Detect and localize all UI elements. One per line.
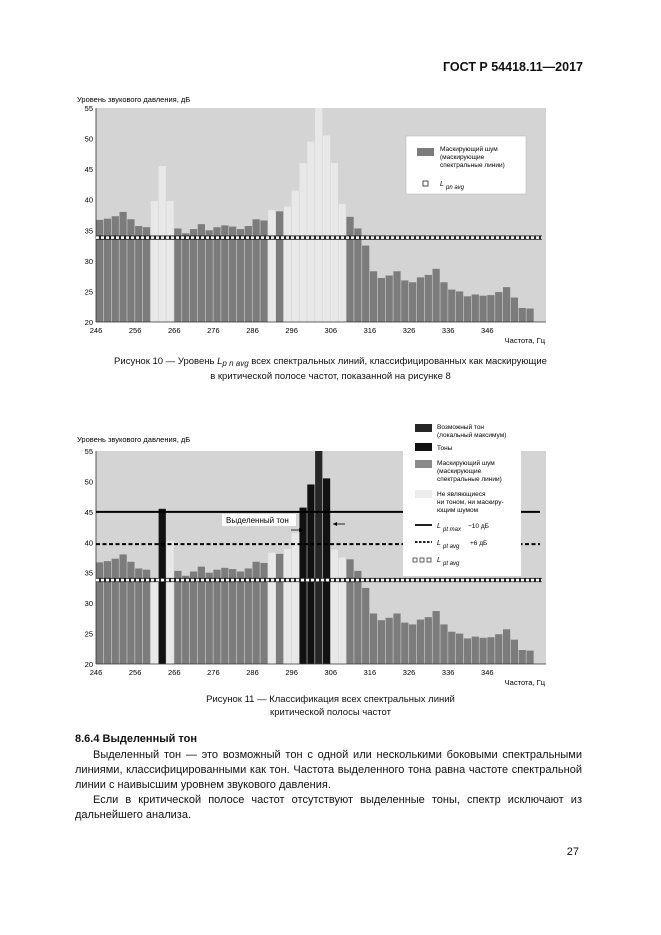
y-tick-label: 35 <box>84 226 93 236</box>
caption-text: Рисунок 11 — Классификация всех спектральных линий <box>206 694 455 705</box>
bar-284hz <box>245 568 252 664</box>
legend-label-max-sub: pt max <box>443 527 462 533</box>
y-tick-label: 25 <box>84 287 93 297</box>
y-tick-label: 35 <box>84 568 93 578</box>
bar-342hz <box>472 637 479 664</box>
bar-340hz <box>464 638 471 664</box>
bar-328hz <box>417 620 424 664</box>
legend-label-masking: Маскирующий шум <box>440 146 498 153</box>
bar-330hz <box>425 617 432 664</box>
legend-label-avg: L <box>440 181 444 188</box>
legend-label-max: L <box>437 523 441 530</box>
bar-352hz <box>511 640 518 664</box>
legend-swatch-neither <box>415 490 432 498</box>
y-tick-label: 55 <box>84 104 93 113</box>
bar-320hz <box>386 618 393 664</box>
legend <box>403 416 521 576</box>
bar-354hz <box>519 650 526 664</box>
bar-312hz <box>354 571 361 664</box>
bar-332hz <box>433 611 440 664</box>
y-tick-label: 30 <box>84 256 93 266</box>
x-axis-label: Частота, Гц <box>504 678 545 687</box>
caption-text: в критической полосе частот, показанной на рисунке 8 <box>210 371 451 382</box>
legend-label-neither: Не являющиеся <box>437 491 486 498</box>
legend-label-possible-tone: (локальный максимум) <box>437 432 507 439</box>
y-tick-label: 55 <box>84 447 93 456</box>
caption-subscript: p n avg <box>222 359 249 368</box>
legend-label-avg-sub: pn avg <box>446 185 465 191</box>
legend-label-neither: ющим шумом <box>437 507 479 514</box>
legend-label-avg: L <box>437 557 441 564</box>
y-tick-label: 40 <box>84 195 93 205</box>
x-tick-label: 286 <box>246 668 259 677</box>
caption-symbol: L <box>217 356 223 367</box>
x-tick-label: 346 <box>481 668 494 677</box>
bar-262hz <box>159 509 166 664</box>
bar-304hz <box>323 478 330 664</box>
section-title: 8.6.4 Выделенный тон <box>75 733 198 745</box>
x-tick-label: 256 <box>128 326 142 335</box>
bar-306hz <box>331 550 338 664</box>
bar-336hz <box>448 632 455 664</box>
caption-text: критической полосы частот <box>270 707 391 718</box>
x-tick-label: 276 <box>207 326 220 335</box>
x-tick-label: 286 <box>246 326 259 335</box>
bar-270hz <box>190 572 197 665</box>
bar-256hz <box>135 568 142 664</box>
x-tick-label: 246 <box>89 326 103 335</box>
legend-label-masking: спектральные линии) <box>437 476 502 483</box>
legend-label-masking: (маскирующие <box>440 154 485 161</box>
bar-276hz <box>213 570 220 664</box>
bar-348hz <box>495 634 502 664</box>
legend-label-avg6-sub: pt avg <box>443 544 460 550</box>
y-tick-label: 25 <box>84 629 93 639</box>
bar-290hz <box>268 553 275 664</box>
bar-248hz <box>104 561 111 664</box>
page-number: 27 <box>566 846 579 858</box>
bar-252hz <box>119 554 126 664</box>
y-tick-labels <box>85 447 93 669</box>
legend-label-tones: Тоны <box>437 445 453 452</box>
bar-308hz <box>339 558 346 665</box>
paragraph: Если в критической полосе частот отсутствуют выделенные тоны, спектр исключают из дальнейшего анализа. <box>75 794 582 821</box>
legend-swatch-avg-line <box>413 558 431 562</box>
bar-326hz <box>409 624 416 664</box>
x-tick-label: 326 <box>402 326 416 335</box>
legend-label-masking: Маскирующий шум <box>437 460 495 467</box>
bar-260hz <box>151 579 158 664</box>
x-tick-label: 296 <box>285 326 298 335</box>
caption-text: Рисунок 10 — Уровень <box>114 356 218 367</box>
bar-310hz <box>346 559 353 664</box>
bar-266hz <box>174 571 181 664</box>
x-tick-label: 266 <box>168 668 181 677</box>
legend-label-possible-tone: Возможный тон <box>437 424 485 431</box>
bar-296hz <box>292 533 299 664</box>
figure-11-caption <box>0 693 661 719</box>
bar-246hz <box>96 562 103 664</box>
bar-278hz <box>221 568 228 664</box>
bar-250hz <box>112 559 119 664</box>
bar-302hz <box>315 451 322 664</box>
legend-swatch-masking <box>415 460 432 468</box>
legend-label-max-suffix: −10 дБ <box>468 523 489 530</box>
bar-268hz <box>182 576 189 664</box>
x-tick-labels <box>90 668 494 677</box>
bar-338hz <box>456 634 463 664</box>
y-tick-label: 45 <box>84 507 93 517</box>
x-tick-label: 346 <box>481 326 494 335</box>
x-tick-label: 256 <box>128 668 142 677</box>
x-tick-label: 316 <box>363 668 377 677</box>
y-tick-label: 45 <box>84 165 93 175</box>
legend-label-avg6: L <box>437 540 441 547</box>
y-tick-label: 30 <box>84 599 93 609</box>
y-axis-label: Уровень звукового давления, дБ <box>77 435 191 444</box>
bar-316hz <box>370 613 377 664</box>
x-tick-label: 306 <box>324 668 338 677</box>
bar-350hz <box>503 629 510 664</box>
y-tick-label: 20 <box>84 318 93 327</box>
bar-274hz <box>206 573 213 664</box>
x-tick-label: 276 <box>207 668 220 677</box>
bar-264hz <box>166 541 173 664</box>
bar-356hz <box>526 651 533 664</box>
x-axis-label: Частота, Гц <box>504 336 545 345</box>
bar-258hz <box>143 570 150 664</box>
bar-282hz <box>237 572 244 665</box>
bar-286hz <box>253 562 260 664</box>
bar-294hz <box>284 549 291 664</box>
bar-280hz <box>229 569 236 664</box>
document-header: ГОСТ Р 54418.11—2017 <box>442 60 583 74</box>
bar-318hz <box>378 620 385 664</box>
bar-346hz <box>487 637 494 664</box>
bar-314hz <box>362 588 369 664</box>
legend-label-avg-sub: pt avg <box>443 561 460 567</box>
legend-swatch-tones <box>415 443 432 451</box>
y-tick-label: 50 <box>84 477 93 487</box>
x-tick-label: 246 <box>89 668 103 677</box>
legend-label-avg6-suffix: +6 дБ <box>470 540 488 547</box>
caption-text: всех спектральных линий, классифицированных как маскирующие <box>248 356 547 367</box>
annotation-label: Выделенный тон <box>226 516 289 525</box>
legend-label-masking: спектральные линии) <box>440 162 505 169</box>
bar-254hz <box>127 562 134 664</box>
x-tick-label: 326 <box>402 668 416 677</box>
x-tick-label: 336 <box>441 668 455 677</box>
x-tick-label: 266 <box>168 326 181 335</box>
y-axis-label: Уровень звукового давления, дБ <box>77 95 191 104</box>
paragraph: Выделенный тон — это возможный тон с одной или несколькими боковыми спектральными линиями, классифицированными как тон. Частота выделенного тона равна частоте спектральной линии с наивысшим уровнем звукового давления. <box>75 749 582 791</box>
y-tick-label: 20 <box>84 660 93 669</box>
x-tick-label: 306 <box>324 326 338 335</box>
bar-334hz <box>440 624 447 664</box>
bar-322hz <box>393 613 400 664</box>
x-tick-label: 296 <box>285 668 298 677</box>
bar-324hz <box>401 623 408 664</box>
x-tick-label: 316 <box>363 326 377 335</box>
bar-292hz <box>276 554 283 664</box>
x-tick-label: 336 <box>441 326 455 335</box>
y-tick-label: 50 <box>84 134 93 144</box>
legend-label-masking: (маскирующие <box>437 468 482 475</box>
legend-swatch-possible-tone <box>415 424 432 432</box>
legend-label-neither: ни тоном, ни маскиру- <box>437 499 504 506</box>
bar-344hz <box>479 638 486 664</box>
y-tick-label: 40 <box>84 538 93 548</box>
